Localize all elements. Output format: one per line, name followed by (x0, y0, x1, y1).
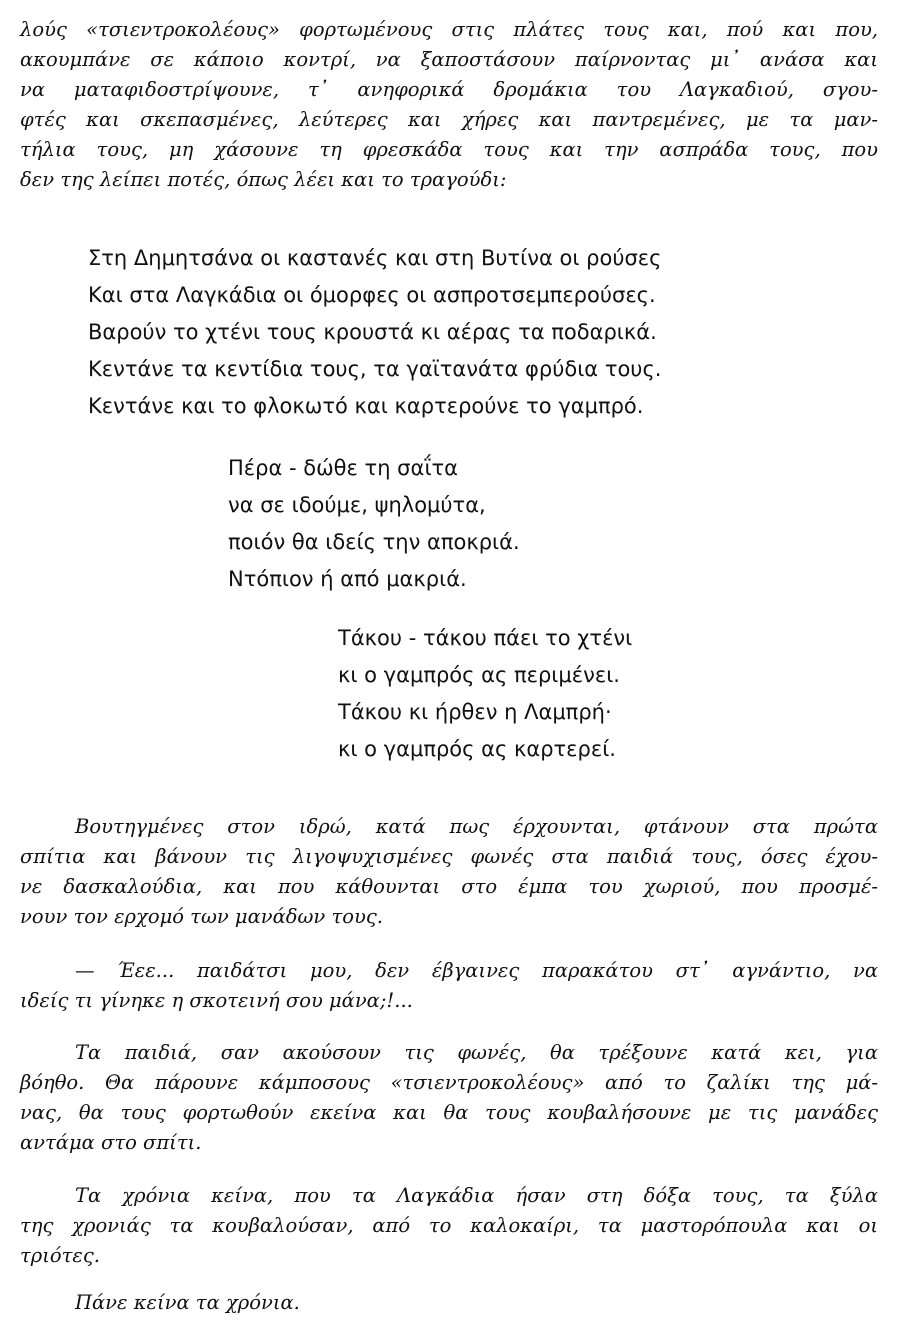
paragraph-closing (20, 1288, 878, 1318)
text-line: τήλια τους, μη χάσουνε τη φρεσκάδα τους και την ασπράδα τους, που (20, 138, 878, 161)
folk-song-verse-3 (338, 620, 632, 768)
text-line: βόηθο. Θα πάρουνε κάμποσους «τσιεντροκολέους» από το ζαλίκι της μά- (20, 1071, 878, 1094)
text-line: νας, θα τους φορτωθούν εκείνα και θα τους κουβαλήσουνε με τις μανάδες (20, 1101, 878, 1124)
verse-line: Και στα Λαγκάδια οι όμορφες οι ασπροτσεμπερούσες. (88, 283, 656, 307)
text-line: Τα παιδιά, σαν ακούσουν τις φωνές, θα τρέξουνε κατά κει, για (75, 1041, 878, 1064)
text-line: της χρονιάς τα κουβαλούσαν, από το καλοκαίρι, τα μαστορόπουλα και οι (20, 1214, 878, 1237)
paragraph-children (20, 1038, 878, 1158)
verse-line: Κεντάνε τα κεντίδια τους, τα γαϊτανάτα φρύδια τους. (88, 357, 662, 381)
text-line: ακουμπάνε σε κάποιο κοντρί, να ξαποστάσουν παίρνοντας μι᾽ ανάσα και (20, 48, 878, 71)
paragraph-dialogue (20, 956, 878, 1016)
text-line: τριότες. (20, 1244, 101, 1267)
verse-line: κι ο γαμπρός ας καρτερεί. (338, 737, 616, 761)
verse-line: να σε ιδούμε, ψηλομύτα, (228, 493, 486, 517)
text-line: ιδείς τι γίνηκε η σκοτεινή σου μάνα;!... (20, 989, 413, 1012)
folk-song-verse-2 (228, 450, 520, 598)
verse-line: ποιόν θα ιδείς την αποκριά. (228, 530, 520, 554)
verse-line: Ντόπιον ή από μακριά. (228, 567, 467, 591)
text-line: δεν της λείπει ποτές, όπως λέει και το τραγούδι: (20, 168, 507, 191)
text-line: σπίτια και βάνουν τις λιγοψυχισμένες φωνές στα παιδιά τους, όσες έχου- (20, 845, 878, 868)
text-line: να ματαφιδοστρίψουνε, τ᾽ ανηφορικά δρομάκια του Λαγκαδιού, σγου- (20, 78, 878, 101)
text-line: — Έεε... παιδάτσι μου, δεν έβγαινες παρακάτου στ᾽ αγνάντιο, να (75, 959, 878, 982)
text-line: αντάμα στο σπίτι. (20, 1131, 202, 1154)
text-line: νουν τον ερχομό των μανάδων τους. (20, 905, 383, 928)
text-line: Βουτηγμένες στον ιδρώ, κατά πως έρχουνται, φτάνουν στα πρώτα (75, 815, 878, 838)
verse-line: Πέρα - δώθε τη σαΐτα (228, 456, 458, 480)
text-line: φτές και σκεπασμένες, λεύτερες και χήρες και παντρεμένες, με τα μαν- (20, 108, 878, 131)
text-line: Τα χρόνια κείνα, που τα Λαγκάδια ήσαν στη δόξα τους, τα ξύλα (75, 1184, 878, 1207)
text-line: νε δασκαλούδια, και που κάθουνται στο έμπα του χωριού, που προσμέ- (20, 875, 878, 898)
verse-line: Τάκου - τάκου πάει το χτένι (338, 626, 633, 650)
verse-line: Κεντάνε και το φλοκωτό και καρτερούνε το γαμπρό. (88, 394, 644, 418)
paragraph-those-years (20, 1181, 878, 1271)
text-line: λούς «τσιεντροκολέους» φορτωμένους στις πλάτες τους και, πού και που, (20, 18, 878, 41)
verse-line: κι ο γαμπρός ας περιμένει. (338, 663, 620, 687)
folk-song-verse-1 (88, 240, 661, 425)
intro-paragraph (20, 15, 878, 195)
verse-line: Βαρούν το χτένι τους κρουστά κι αέρας τα ποδαρικά. (88, 320, 657, 344)
text-line: Πάνε κείνα τα χρόνια. (75, 1291, 300, 1314)
verse-line: Τάκου κι ήρθεν η Λαμπρή· (338, 700, 612, 724)
verse-line: Στη Δημητσάνα οι καστανές και στη Βυτίνα οι ρούσες (88, 246, 662, 270)
paragraph-arrival (20, 812, 878, 932)
